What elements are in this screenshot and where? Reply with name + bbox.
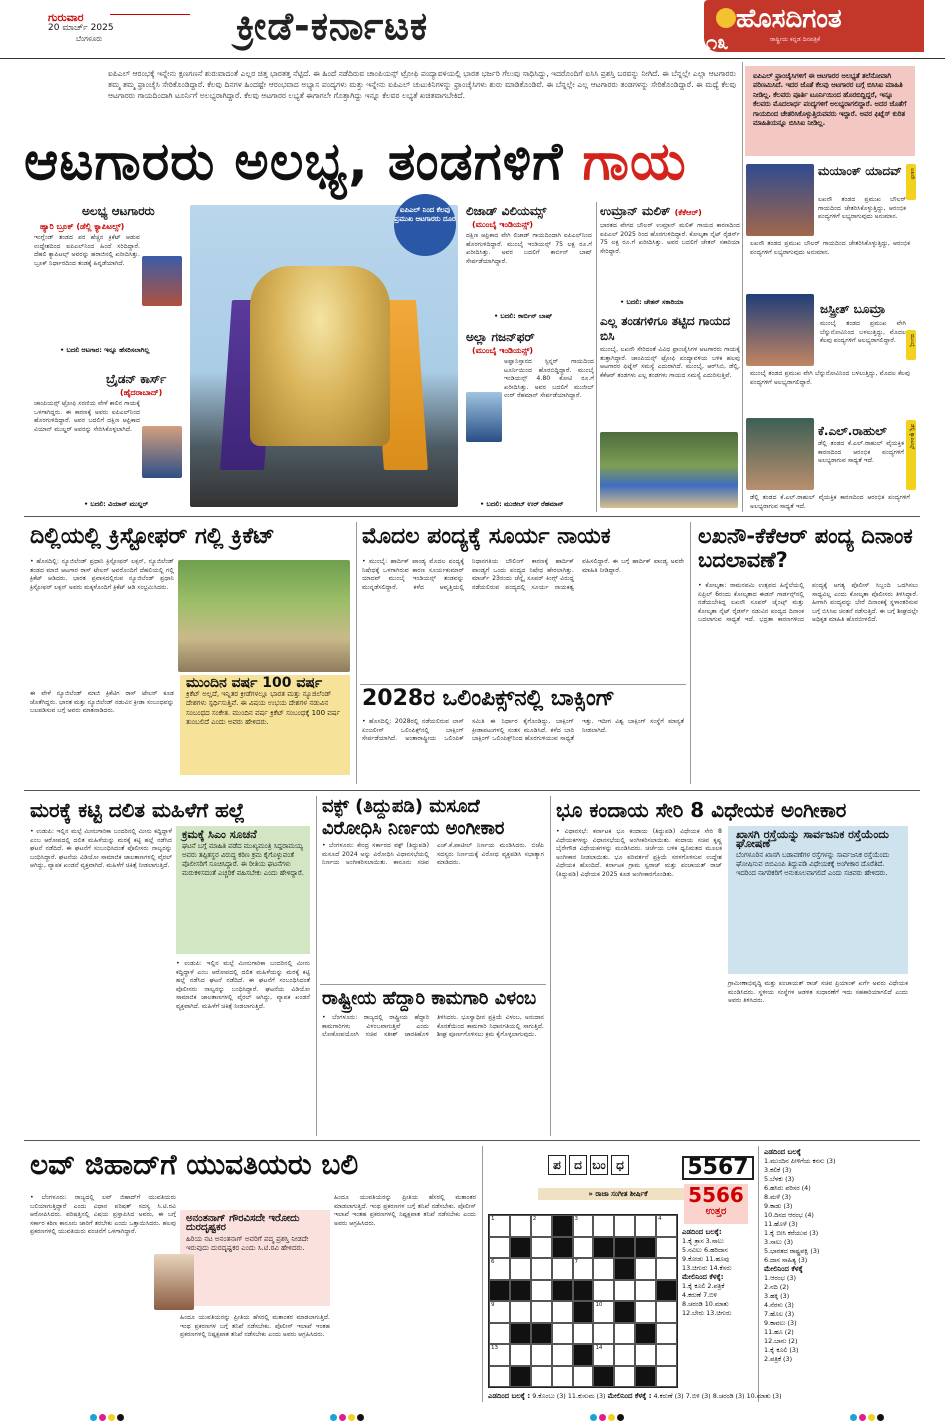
clue-line: 8.ಮಳೆ (3) (764, 1193, 791, 1201)
player-name: ಉಮ್ರಾನ್ ಮಲಿಕ್ (600, 204, 671, 218)
street-cricket-photo (178, 560, 350, 672)
crossword-block (510, 1366, 531, 1388)
clue-line: 9.ಕೊಂಬು (3) (532, 1392, 566, 1400)
section-title: ಕ್ರೀಡೆ-ಕರ್ನಾಟಕ (236, 4, 429, 48)
info-box-text: ಘಟನೆ ಬಗ್ಗೆ ಮಾಹಿತಿ ಪಡೆದ ಮುಖ್ಯಮಂತ್ರಿ ಸಿದ್ದರಾಮಯ್ಯ ಅವರು ತಪ್ಪಿತಸ್ಥರ ವಿರುದ್ಧ ಕಠಿಣ ಕ್ರಮ ಕೈಗೊಳ್ಳುವಂತೆ ಪೊಲೀಸರಿಗೆ ಸೂಚಿಸಿದ್ದಾರೆ. ಈ ರೀತಿಯ ಘಟನೆಗಳು ಮರುಕಳಿಸದಂತೆ ಎಚ್ಚರಿಕೆ ವಹಿಸಬೇಕು ಎಂದು ಹೇಳಿದ್ದಾರೆ. (182, 842, 304, 877)
player-photo (142, 256, 182, 306)
player-text: ದಕ್ಷಿಣ ಆಫ್ರಿಕಾದ ವೇಗಿ ಲಿಜಾಡ್ ಗಾಯದಿಂದಾಗಿ ಐಪಿಎಲ್‌ನಿಂದ ಹೊರಗುಳಿದಿದ್ದಾರೆ. ಮುಂಬೈ ಇಂಡಿಯನ್ಸ್ 75 ಲಕ್ಷ ರೂ.ಗೆ ಖರೀದಿಸಿತ್ತು. ಅವರ ಬದಲಿಗೆ ಕಾರ್ಬಿನ್ ಬಾಷ್ ಸೇರ್ಪಡೆಯಾಗಿದ್ದಾರೆ. (466, 232, 592, 265)
crossword-block (593, 1237, 614, 1259)
clue-line: 13.ಚಿಗುರು 14.ಕೆಸರು (682, 1264, 732, 1272)
clue-line: 1.ಕೈ ಕೂಲಿ 2.ಪತ್ರಿಕೆ (682, 1282, 725, 1290)
story-headline: 2028ರ ಒಲಿಂಪಿಕ್ಸ್‌ನಲ್ಲಿ ಬಾಕ್ಸಿಂಗ್ (362, 686, 615, 711)
print-registration-marks (590, 1406, 626, 1414)
crossword-cell[interactable] (635, 1258, 656, 1280)
player-text: ಭಾರತದ ವೇಗದ ಬೌಲರ್ ಉಮ್ರಾನ್ ಮಲಿಕ್ ಗಾಯದ ಕಾರಣದಿಂದ ಐಪಿಎಲ್ 2025 ರಿಂದ ಹೊರಗುಳಿದಿದ್ದಾರೆ. ಕೋಲ್ಕತಾ ನೈಟ್ ರೈಡರ್ಸ್ 75 ಲಕ್ಷ ರೂ.ಗೆ ಖರೀದಿಸಿತ್ತು. ಅವರ ಬದಲಿಗೆ ಚೇತನ್ ಸಕಾರಿಯಾ ಸೇರಿದ್ದಾರೆ. (600, 222, 740, 255)
crossword-cell[interactable] (489, 1366, 510, 1388)
crossword-title-letter: ಪ (548, 1155, 566, 1175)
crossword-cell[interactable] (573, 1323, 594, 1345)
crossword-cell[interactable] (614, 1323, 635, 1345)
player-text: ಚಾಂಪಿಯನ್ಸ್ ಟ್ರೋಫಿ ಸರಣಿಯ ವೇಳೆ ಕಾಲಿನ ಗಾಯಕ್ಕೆ ಒಳಗಾಗಿದ್ದರು. ಈ ಕಾರಣಕ್ಕೆ ಅವರು ಐಪಿಎಲ್‌ನಿಂದ ಹೊರಗುಳಿದಿದ್ದಾರೆ. ಅವರ ಬದಲಿಗೆ ದಕ್ಷಿಣ ಆಫ್ರಿಕಾದ ವಿಯಾನ್ ಮುಲ್ಡರ್ ಅವರನ್ನು ಸೇರಿಸಿಕೊಳ್ಳಲಾಗಿದೆ. (34, 400, 140, 433)
crossword-cell[interactable] (635, 1344, 656, 1366)
crossword-cell[interactable] (552, 1344, 573, 1366)
clue-line: 2.ನದಿ (2) (764, 1283, 789, 1291)
print-registration-marks (330, 1406, 366, 1414)
crossword-cell[interactable] (552, 1323, 573, 1345)
crossword-cell[interactable] (510, 1344, 531, 1366)
story-text: • ಬೆಂಗಳೂರು: ಕೇಂದ್ರ ಸರ್ಕಾರದ ವಕ್ಫ್ (ತಿದ್ದುಪಡಿ) ಮಸೂದೆ 2024 ಅನ್ನು ವಿರೋಧಿಸಿ ವಿಧಾನಸಭೆಯಲ್ಲಿ ನಿರ್ಣಯ ಅಂಗೀಕರಿಸಲಾಯಿತು. ಕಾನೂನು ಸಚಿವ ಎಚ್.ಕೆ.ಪಾಟೀಲ್ ನಿರ್ಣಯ ಮಂಡಿಸಿದರು. ಬಿಜೆಪಿ ಸದಸ್ಯರು ನಿರ್ಣಯಕ್ಕೆ ವಿರೋಧ ವ್ಯಕ್ತಪಡಿಸಿ ಸಭಾತ್ಯಾಗ ಮಾಡಿದರು. (322, 842, 544, 867)
player-replacement: • ಬದಲಿ: ವಿಯಾನ್ ಮುಲ್ಡರ್ (84, 500, 149, 508)
crossword-block (489, 1280, 510, 1302)
clue-line: 9.ಕಾಡು (3) (764, 1202, 793, 1210)
crossword-cell[interactable] (635, 1280, 656, 1302)
crossword-clue-summary (488, 1392, 782, 1402)
cell-number: 14 (595, 1345, 603, 1351)
player-team: (ಹೈದರಾಬಾದ್) (120, 388, 163, 397)
crossword-cell[interactable] (531, 1301, 552, 1323)
crossword-block (552, 1237, 573, 1259)
crossword-block (510, 1237, 531, 1259)
info-box (180, 1210, 330, 1306)
info-box (176, 826, 310, 954)
answer-badge (684, 1184, 748, 1224)
cell-number: 1 (491, 1216, 495, 1222)
player-team: (ಮುಂಬೈ ಇಂಡಿಯನ್ಸ್) (472, 220, 534, 229)
crossword-cell[interactable] (489, 1344, 510, 1366)
info-box-text: ಬೆಂಗಳೂರಿನ ಖಾಸಗಿ ಬಡಾವಣೆಗಳ ರಸ್ತೆಗಳನ್ನು ಸಾರ್ವಜನಿಕ ರಸ್ತೆಯೆಂದು ಘೋಷಿಸುವ ಬಿಬಿಎಂಪಿ ತಿದ್ದುಪಡಿ ವಿಧೇಯಕಕ್ಕೆ ಅಂಗೀಕಾರ ದೊರೆತಿದೆ. ಇದರಿಂದ ನಾಗರಿಕರಿಗೆ ಅನುಕೂಲವಾಗಲಿದೆ ಎಂದು ಸಚಿವರು ಹೇಳಿದರು. (736, 851, 890, 877)
story-text: • ಹೊಸದಿಲ್ಲಿ: 2028ರಲ್ಲಿ ನಡೆಯಲಿರುವ ಲಾಸ್ ಏಂಜಲೀಸ್ ಒಲಿಂಪಿಕ್ಸ್‌ನಲ್ಲಿ ಬಾಕ್ಸಿಂಗ್ ಸೇರ್ಪಡೆಯಾಗಿದೆ. ಅಂತಾರಾಷ್ಟ್ರೀಯ ಒಲಿಂಪಿಕ್ ಸಮಿತಿ ಈ ನಿರ್ಧಾರ ಕೈಗೊಂಡಿದ್ದು, ಬಾಕ್ಸಿಂಗ್ ಕ್ರೀಡಾಪಟುಗಳಲ್ಲಿ ಸಂತಸ ಮೂಡಿಸಿದೆ. ಕಳೆದ ಬಾರಿ ಬಾಕ್ಸಿಂಗ್ ಒಲಿಂಪಿಕ್ಸ್‌ನಿಂದ ಹೊರಗುಳಿಯುವ ಸಾಧ್ಯತೆ ಇತ್ತು. ಇದೀಗ ವಿಶ್ವ ಬಾಕ್ಸಿಂಗ್ ಸಂಸ್ಥೆಗೆ ಮಾನ್ಯತೆ ನೀಡಲಾಗಿದೆ. (362, 718, 684, 743)
crossword-number: 5567 (682, 1156, 754, 1180)
story-headline: ಭೂ ಕಂದಾಯ ಸೇರಿ 8 ವಿಧೇಯಕ ಅಂಗೀಕಾರ (556, 798, 847, 822)
print-registration-marks (90, 1406, 126, 1414)
story-text: • ಬೆಂಗಳೂರು: ರಾಜ್ಯದಲ್ಲಿ ಲವ್ ಜಿಹಾದ್‌ಗೆ ಯುವತಿಯರು ಬಲಿಯಾಗುತ್ತಿದ್ದಾರೆ ಎಂದು ವಿಧಾನ ಪರಿಷತ್ ಸದಸ್ಯ ಸಿ.ಟಿ.ರವಿ ಆರೋಪಿಸಿದರು. ಪರಿಷತ್ತಿನಲ್ಲಿ ವಿಷಯ ಪ್ರಸ್ತಾಪಿಸಿದ ಅವರು, ಈ ಬಗ್ಗೆ ಸರ್ಕಾರ ಕಠಿಣ ಕಾನೂನು ಜಾರಿಗೆ ತರಬೇಕು ಎಂದು ಒತ್ತಾಯಿಸಿದರು. ಹಲವು ಪ್ರಕರಣಗಳಲ್ಲಿ ಯುವತಿಯರು ವಂಚನೆಗೆ ಒಳಗಾಗಿದ್ದಾರೆ. (30, 1194, 176, 1236)
clue-line: 2.ಪತ್ರಿಕೆ (3) (764, 1355, 793, 1363)
player-team: (ಮುಂಬೈ ಇಂಡಿಯನ್ಸ್) (472, 346, 534, 355)
player-heading: ಜಸ್ಪ್ರೀತ್ ಬೂಮ್ರಾ (820, 302, 886, 316)
player-heading: ಮಯಾಂಕ್ ಯಾದವ್ (818, 164, 902, 178)
crossword-cell[interactable] (635, 1215, 656, 1237)
player-replacement: • ಬದಲಿ: ಮುಜೀಬ್ ಉರ್ ರೆಹಮಾನ್ (480, 500, 564, 508)
crossword-cell[interactable] (656, 1258, 677, 1280)
unavailable-heading: ಅಲಭ್ಯ ಆಟಗಾರರು (82, 204, 155, 218)
cell-number: 2 (532, 1216, 537, 1222)
player-text: ಇಂಗ್ಲೆಂಡ್ ತಂಡದ ಪರ ಹೆಚ್ಚಿನ ಕ್ರಿಕೆಟ್ ಆಡುವ ಉದ್ದೇಶದಿಂದ ಐಪಿಎಲ್‌ನಿಂದ ಹಿಂದೆ ಸರಿದಿದ್ದಾರೆ. ದೆಹಲಿ ಕ್ಯಾಪಿಟಲ್ಸ್ ಅವರನ್ನು ಹರಾಜಿನಲ್ಲಿ ಖರೀದಿಸಿತ್ತು. ಬ್ರೂಕ್ ನಿರ್ಧಾರದಿಂದ ತಂಡಕ್ಕೆ ಹಿನ್ನಡೆಯಾಗಿದೆ. (34, 234, 140, 267)
crossword-block (614, 1237, 635, 1259)
crossword-cell[interactable] (573, 1215, 594, 1237)
clue-heading: ಮೇಲಿನಿಂದ ಕೆಳಕ್ಕೆ (764, 1265, 803, 1273)
subsection-text: ಮುಂಬೈ, ಲಖನೌ ಸೇರಿದಂತೆ ವಿವಿಧ ಫ್ರಾಂಚೈಸಿಗಳ ಆಟಗಾರರು ಗಾಯಕ್ಕೆ ತುತ್ತಾಗಿದ್ದಾರೆ. ಚಾಂಪಿಯನ್ಸ್ ಟ್ರೋಫಿ ಪಂದ್ಯಾವಳಿಯ ಬಳಿಕ ಹಲವು ಆಟಗಾರರ ಫಿಟ್ನೆಸ್ ಸಮಸ್ಯೆ ಎದುರಾಗಿದೆ. ಮುಂಬೈ, ಆರ್‌ಸಿಬಿ, ಡೆಲ್ಲಿ, ಕೆಕೆಆರ್ ತಂಡಗಳು ಎಲ್ಲ ತಂಡಗಳು ಗಾಯದ ಸಮಸ್ಯೆ ಎದುರಿಸುತ್ತಿವೆ. (600, 346, 740, 379)
crossword-cell[interactable] (531, 1366, 552, 1388)
player-heading (600, 204, 702, 219)
story-headline: ರಾಷ್ಟ್ರೀಯ ಹೆದ್ದಾರಿ ಕಾಮಗಾರಿ ವಿಳಂಬ (322, 988, 537, 1009)
clue-line: 5.ಬೆಳಕು (3) (764, 1175, 795, 1183)
crossword-cell[interactable] (656, 1215, 677, 1237)
player-heading: ಕೆ.ಎಲ್.ರಾಹುಲ್ (818, 424, 887, 438)
crossword-cell[interactable] (635, 1301, 656, 1323)
player-photo (466, 392, 502, 442)
crossword-block (614, 1301, 635, 1323)
crossword-block (531, 1323, 552, 1345)
player-text: ಲಖನೌ ತಂಡದ ಪ್ರಮುಖ ಬೌಲರ್ ಗಾಯದಿಂದ ಚೇತರಿಸಿಕೊಳ್ಳುತ್ತಿದ್ದು, ಆರಂಭಿಕ ಪಂದ್ಯಗಳಿಗೆ ಲಭ್ಯರಾಗುವುದು ಅನುಮಾನ. (818, 196, 906, 221)
crossword-block (573, 1301, 594, 1323)
crossword-cell[interactable] (489, 1237, 510, 1259)
clue-line: 10.ಮಾತು (3) (746, 1392, 782, 1400)
player-replacement: • ಬದಲಿ ಆಟಗಾರ: ಇನ್ನೂ ಹೆಸರಿಸಲಾಗಿಲ್ಲ (60, 346, 150, 354)
subsection-heading: ಎಲ್ಲ ತಂಡಗಳಿಗೂ ತಟ್ಟಿದ ಗಾಯದ ಬಿಸಿ (600, 314, 731, 343)
crossword-cell[interactable] (510, 1301, 531, 1323)
info-box-title: ಖಾಸಗಿ ರಸ್ತೆಯನ್ನು ಸಾರ್ವಜನಿಕ ರಸ್ತೆಯೆಂದು ಘೋಷಣೆ (736, 828, 889, 850)
player-heading: ಅಲ್ಲಾ ಗಜನ್‌ಫರ್ (466, 330, 535, 344)
answer-number: 5566 (688, 1183, 744, 1207)
crossword-cell[interactable] (489, 1215, 510, 1237)
trophy-callout: ಐಪಿಎಲ್ ನಿಂದ ಕೆಲವು ಪ್ರಮುಖ ಆಟಗಾರರು ದೂರ (394, 194, 456, 256)
crossword-title-letter: ಧ (611, 1155, 629, 1175)
crossword-cell[interactable] (614, 1280, 635, 1302)
story-headline: ಲಖನೌ-ಕೆಕೆಆರ್ ಪಂದ್ಯ ದಿನಾಂಕ ಬದಲಾವಣೆ? (698, 524, 913, 572)
crossword-cell[interactable] (531, 1258, 552, 1280)
player-text: ಡೆಲ್ಲಿ ತಂಡದ ಕೆ.ಎಲ್.ರಾಹುಲ್ ವೈಯಕ್ತಿಕ ಕಾರಣದಿಂದ ಆರಂಭಿಕ ಪಂದ್ಯಗಳಿಗೆ ಅಲಭ್ಯರಾಗುವ ಸಾಧ್ಯತೆ ಇದೆ. (818, 440, 904, 465)
crossword-cell[interactable] (531, 1344, 552, 1366)
crossword-cell[interactable] (593, 1280, 614, 1302)
story-text: • ವಿಧಾನಸಭೆ: ಕರ್ನಾಟಕ ಭೂ ಕಂದಾಯ (ತಿದ್ದುಪಡಿ) ವಿಧೇಯಕ ಸೇರಿ 8 ವಿಧೇಯಕಗಳನ್ನು ವಿಧಾನಸಭೆಯಲ್ಲಿ ಅಂಗೀಕರಿಸಲಾಯಿತು. ಕಂದಾಯ ಸಚಿವ ಕೃಷ್ಣ ಬೈರೇಗೌಡ ವಿಧೇಯಕಗಳನ್ನು ಮಂಡಿಸಿದರು. ಚರ್ಚೆಯ ಬಳಿಕ ಧ್ವನಿಮತದ ಮೂಲಕ ಅಂಗೀಕಾರ ನೀಡಲಾಯಿತು. ಭೂ ಪರಿವರ್ತನೆ ಪ್ರಕ್ರಿಯೆ ಸರಳಗೊಳಿಸುವ ಉದ್ದೇಶ ವಿಧೇಯಕ ಹೊಂದಿದೆ. ಕರ್ನಾಟಕ ಗ್ರಾಮ ಸ್ವರಾಜ್ ಮತ್ತು ಪಂಚಾಯತ್ ರಾಜ್ (ತಿದ್ದುಪಡಿ) ವಿಧೇಯಕ 2025 ಕೂಡ ಅಂಗೀಕಾರಗೊಂಡಿತು. (556, 828, 722, 878)
player-photo (746, 418, 814, 490)
crossword-block (510, 1323, 531, 1345)
player-replacement: • ಬದಲಿ: ಕಾರ್ಬಿನ್ ಬಾಷ್ (494, 312, 553, 320)
player-heading: ಬ್ರೈಡನ್ ಕಾರ್ಸ್ (106, 372, 167, 386)
crossword-cell[interactable] (510, 1215, 531, 1237)
crossword-cell[interactable] (656, 1301, 677, 1323)
city-name: ಬೆಂಗಳೂರು (76, 35, 103, 43)
crossword-cell[interactable] (593, 1344, 614, 1366)
clue-line: 6.ದಾಸ ಸಾಹಿತ್ಯ (3) (764, 1256, 808, 1264)
player-text: ಡೆಲ್ಲಿ ತಂಡದ ಕೆ.ಎಲ್.ರಾಹುಲ್ ವೈಯಕ್ತಿಕ ಕಾರಣದಿಂದ ಆರಂಭಿಕ ಪಂದ್ಯಗಳಿಗೆ ಅಲಭ್ಯರಾಗುವ ಸಾಧ್ಯತೆ ಇದೆ. (750, 494, 910, 510)
crossword-block (635, 1366, 656, 1388)
crossword-cell[interactable] (573, 1237, 594, 1259)
crossword-cell[interactable] (489, 1301, 510, 1323)
player-team: (ಕೆಕೆಆರ್) (674, 208, 702, 217)
crossword-theme: » ರಾಜಾ ಸಂಗೀತ ಶೀರ್ಷಿಕೆ (538, 1188, 698, 1200)
crossword-cell[interactable] (573, 1366, 594, 1388)
clue-line: 1.ಕೈ ತ್ರಾಸ 3.ಸಾಲು (682, 1237, 724, 1245)
story-headline: ಲವ್ ಜಿಹಾದ್‌ಗೆ ಯುವತಿಯರು ಬಲಿ (30, 1148, 359, 1181)
crossword-cell[interactable] (656, 1237, 677, 1259)
clue-line: 3.ಕಲಿಕೆ (3) (764, 1166, 792, 1174)
story-text: ಹಿಂದೂ ಯುವತಿಯರನ್ನು ಪ್ರೀತಿಯ ಹೆಸರಲ್ಲಿ ಮತಾಂತರ ಮಾಡಲಾಗುತ್ತಿದೆ. ಇಂಥ ಪ್ರಕರಣಗಳ ಬಗ್ಗೆ ತನಿಖೆ ನಡೆಸಬೇಕು. ಪೊಲೀಸ್ ಇಲಾಖೆ ಇಂತಹ ಪ್ರಕರಣಗಳಲ್ಲಿ ನಿಷ್ಪಕ್ಷಪಾತ ತನಿಖೆ ನಡೆಸಬೇಕು ಎಂದು ಅವರು ಆಗ್ರಹಿಸಿದರು. (334, 1194, 476, 1227)
story-headline: ವಕ್ಫ್ (ತಿದ್ದುಪಡಿ) ಮಸೂದೆ ವಿರೋಧಿಸಿ ನಿರ್ಣಯ ಅಂಗೀಕಾರ (322, 796, 505, 839)
clue-line: 12.ಬಾನು (2) (764, 1337, 798, 1345)
crossword-cell[interactable] (614, 1366, 635, 1388)
clue-line: 1.ಕೈ ಕೂಲಿ (3) (764, 1346, 799, 1354)
crossword-block (593, 1366, 614, 1388)
crossword-cell[interactable] (489, 1323, 510, 1345)
info-box-text: ಹಿರಿಯ ನಟ ಅನಂತನಾಗ್ ಅವರಿಗೆ ಪದ್ಮ ಪ್ರಶಸ್ತಿ ನೀಡದೇ ಇರುವುದು ದುರದೃಷ್ಟಕರ ಎಂದು ಸಿ.ಟಿ.ರವಿ ಹೇಳಿದರು. (186, 1235, 309, 1252)
crossword-block (635, 1323, 656, 1345)
clue-heading: ಮೇಲಿನಿಂದ ಕೆಳಕ್ಕೆ : (607, 1392, 652, 1400)
cell-number: 4 (658, 1216, 662, 1222)
crossword-block (614, 1258, 635, 1280)
trophy-cup (250, 266, 390, 446)
clue-line: 7.ಬಿಳಿ (3) (685, 1392, 711, 1400)
lead-side-note: ಐಪಿಎಲ್ ಫ್ರಾಂಚೈಸಿಗಳಿಗೆ ಈ ಆಟಗಾರರ ಅಲಭ್ಯತೆ ತಲೆನೋವಾಗಿ ಪರಿಣಮಿಸಿದೆ. ಇದರ ಜೊತೆ ಕೆಲವು ಆಟಗಾರರ ಬಗ್ಗೆ ಬಿಸಿಸಿಐ ಮಾಹಿತಿ ನೀಡಿಲ್ಲ. ಕೆಲವರು ಪೂರ್ತಿ ಟೂರ್ನಿಯಿಂದ ಹೊರಬಿದ್ದಿದ್ದರೆ, ಇನ್ನೂ ಕೆಲವರು ಮೊದಲಾರ್ಧ ಪಂದ್ಯಗಳಿಗೆ ಅಲಭ್ಯರಾಗಲಿದ್ದಾರೆ. ಅದರ ಜೊತೆಗೆ ಗಾಯದಿಂದ ಚೇತರಿಸಿಕೊಳ್ಳುತ್ತಿರುವವರು ಇದ್ದಾರೆ. ಅವರ ಫಿಟ್ನೆಸ್ ಕುರಿತ ಮಾಹಿತಿಯನ್ನೂ ಬಿಸಿಸಿಐ ನೀಡಿಲ್ಲ. (745, 66, 915, 156)
crossword-clues (764, 1148, 916, 1400)
story-text: • ಕೋಲ್ಕತಾ: ರಾಮನವಮಿ ಉತ್ಸವದ ಹಿನ್ನೆಲೆಯಲ್ಲಿ ಏಪ್ರಿಲ್ 6ರಂದು ಕೋಲ್ಕತಾದ ಈಡನ್ ಗಾರ್ಡನ್ಸ್‌ನಲ್ಲಿ ನಡೆಯಬೇಕಿದ್ದ ಲಖನೌ ಸೂಪರ್ ಜೈಂಟ್ಸ್ ಮತ್ತು ಕೋಲ್ಕತಾ ನೈಟ್ ರೈಡರ್ಸ್ ನಡುವಿನ ಪಂದ್ಯದ ದಿನಾಂಕ ಬದಲಾಗುವ ಸಾಧ್ಯತೆ ಇದೆ. ಭದ್ರತಾ ಕಾರಣಗಳಿಂದ ಪಂದ್ಯಕ್ಕೆ ಅಗತ್ಯ ಪೊಲೀಸ್ ಸಿಬ್ಬಂದಿ ಒದಗಿಸಲು ಸಾಧ್ಯವಿಲ್ಲ ಎಂದು ಕೋಲ್ಕತಾ ಪೊಲೀಸರು ತಿಳಿಸಿದ್ದಾರೆ. ಹೀಗಾಗಿ ಪಂದ್ಯವನ್ನು ಬೇರೆ ದಿನಾಂಕಕ್ಕೆ ಸ್ಥಳಾಂತರಿಸುವ ಬಗ್ಗೆ ಬಿಸಿಸಿಐ ಚಿಂತನೆ ನಡೆಸುತ್ತಿದೆ. ಈ ಬಗ್ಗೆ ಶೀಘ್ರದಲ್ಲೇ ಅಧಿಕೃತ ಮಾಹಿತಿ ಹೊರಬೀಳಲಿದೆ. (698, 582, 918, 624)
clue-line: 6.ಹಸಿರು ಪರಿಸರ (4) (764, 1184, 811, 1192)
player-photo (746, 294, 814, 366)
crossword-cell[interactable] (656, 1323, 677, 1345)
player-text: ಅಫ್ಘಾನಿಸ್ತಾನದ ಸ್ಪಿನ್ನರ್ ಗಾಯದಿಂದ ಟೂರ್ನಿಯಿಂದ ಹೊರಬಿದ್ದಿದ್ದಾರೆ. ಮುಂಬೈ ಇಂಡಿಯನ್ಸ್ 4.80 ಕೋಟಿ ರೂ.ಗೆ ಖರೀದಿಸಿತ್ತು. ಅವರ ಬದಲಿಗೆ ಮುಜೀಬ್ ಉರ್ ರೆಹಮಾನ್ ಸೇರ್ಪಡೆಯಾಗಿದ್ದಾರೆ. (504, 358, 594, 400)
person-photo (154, 1254, 194, 1310)
headline-highlight: ಗಾಯ (582, 132, 687, 192)
player-replacement: • ಬದಲಿ: ಚೇತನ್ ಸಕಾರಿಯಾ (620, 298, 684, 306)
clue-line: 1.ಆರಂಭ (3) (764, 1274, 796, 1282)
clue-line: 10.ದಿನದ ಆರಂಭ (4) (764, 1211, 814, 1219)
cell-number: 6 (491, 1259, 495, 1265)
story-text: • ಮುಂಬೈ: ಹಾರ್ದಿಕ್ ಪಾಂಡ್ಯ ಮೊದಲ ಪಂದ್ಯಕ್ಕೆ ನಿಷೇಧಕ್ಕೆ ಒಳಗಾಗಿರುವ ಕಾರಣ ಸೂರ್ಯಕುಮಾರ್ ಯಾದವ್ ಮುಂಬೈ ಇಂಡಿಯನ್ಸ್ ತಂಡವನ್ನು ಮುನ್ನಡೆಸಲಿದ್ದಾರೆ. ಕಳೆದ ಆವೃತ್ತಿಯಲ್ಲಿ ನಿಧಾನಗತಿಯ ಬೌಲಿಂಗ್ ಕಾರಣಕ್ಕೆ ಹಾರ್ದಿಕ್ ಪಾಂಡ್ಯಗೆ ಒಂದು ಪಂದ್ಯದ ನಿಷೇಧ ಹೇರಲಾಗಿತ್ತು. ಮಾರ್ಚ್ 23ರಂದು ಚೆನ್ನೈ ಸೂಪರ್ ಕಿಂಗ್ಸ್ ವಿರುದ್ಧ ನಡೆಯಲಿರುವ ಪಂದ್ಯದಲ್ಲಿ ಸೂರ್ಯ ನಾಯಕತ್ವ ವಹಿಸಲಿದ್ದಾರೆ. ಈ ಬಗ್ಗೆ ಹಾರ್ದಿಕ್ ಪಾಂಡ್ಯ ಅವರೇ ಮಾಹಿತಿ ನೀಡಿದ್ದಾರೆ. (362, 558, 684, 591)
crossword-title (548, 1154, 688, 1182)
player-heading: ಲಿಜಾಡ್ ವಿಲಿಯಮ್ಸ್ (466, 204, 547, 218)
story-text: • ಬೆಂಗಳೂರು: ರಾಜ್ಯದಲ್ಲಿ ರಾಷ್ಟ್ರೀಯ ಹೆದ್ದಾರಿ ಕಾಮಗಾರಿಗಳು ವಿಳಂಬವಾಗುತ್ತಿವೆ ಎಂದು ಲೋಕೋಪಯೋಗಿ ಸಚಿವ ಸತೀಶ್ ಜಾರಕಿಹೊಳಿ ತಿಳಿಸಿದರು. ಭೂಸ್ವಾಧೀನ ಪ್ರಕ್ರಿಯೆ ವಿಳಂಬ, ಅನುದಾನ ಕೊರತೆಯಿಂದ ಕಾಮಗಾರಿ ನಿಧಾನಗತಿಯಲ್ಲಿ ಸಾಗುತ್ತಿದೆ. ಶೀಘ್ರ ಪೂರ್ಣಗೊಳಿಸಲು ಕ್ರಮ ಕೈಗೊಳ್ಳಲಾಗುವುದು. (322, 1014, 544, 1039)
date-text: 20 ಮಾರ್ಚ್ 2025 (48, 23, 114, 33)
player-photo (142, 426, 182, 478)
crossword-title-letter: ದ (569, 1155, 587, 1175)
clue-heading: ಮೇಲಿನಿಂದ ಕೆಳಕ್ಕೆ: (682, 1273, 724, 1281)
story-text: • ಹೊಸದಿಲ್ಲಿ: ನ್ಯೂಜಿಲೆಂಡ್ ಪ್ರಧಾನಿ ಕ್ರಿಸ್ಟೋಫರ್ ಲಕ್ಸನ್, ನ್ಯೂಜಿಲೆಂಡ್ ತಂಡದ ಮಾಜಿ ಆಟಗಾರ ರಾಸ್ ಟೇಲರ್ ಅವರೊಂದಿಗೆ ದೆಹಲಿಯಲ್ಲಿ ಗಲ್ಲಿ ಕ್ರಿಕೆಟ್ ಆಡಿದರು. ಭಾರತ ಪ್ರವಾಸದಲ್ಲಿರುವ ನ್ಯೂಜಿಲೆಂಡ್ ಪ್ರಧಾನಿ ಕ್ರಿಸ್ಟೋಫರ್ ಲಕ್ಸನ್ ಅವರು ಮಕ್ಕಳೊಂದಿಗೆ ಕ್ರಿಕೆಟ್ ಆಡಿ ಸಂಭ್ರಮಿಸಿದರು. (30, 558, 174, 591)
crossword-cell[interactable] (614, 1215, 635, 1237)
story-text: ಗ್ರಾಮೀಣಾಭಿವೃದ್ಧಿ ಮತ್ತು ಪಂಚಾಯತ್ ರಾಜ್ ಸಚಿವ ಪ್ರಿಯಾಂಕ್ ಖರ್ಗೆ ಅವರು ವಿಧೇಯಕ ಮಂಡಿಸಿದರು. ಸ್ಥಳೀಯ ಸಂಸ್ಥೆಗಳ ಆಡಳಿತ ಸುಧಾರಣೆಗೆ ಇದು ಸಹಕಾರಿಯಾಗಲಿದೆ ಎಂದು ಅವರು ತಿಳಿಸಿದರು. (728, 980, 908, 1005)
story-headline: ಮರಕ್ಕೆ ಕಟ್ಟಿ ದಲಿತ ಮಹಿಳೆಗೆ ಹಲ್ಲೆ (30, 798, 245, 822)
answer-clues (682, 1228, 752, 1400)
crossword-cell[interactable] (531, 1280, 552, 1302)
player-text: ಲಖನೌ ತಂಡದ ಪ್ರಮುಖ ಬೌಲರ್ ಗಾಯದಿಂದ ಚೇತರಿಸಿಕೊಳ್ಳುತ್ತಿದ್ದು, ಆರಂಭಿಕ ಪಂದ್ಯಗಳಿಗೆ ಲಭ್ಯರಾಗುವುದು ಅನುಮಾನ. (750, 240, 910, 256)
crossword-cell[interactable] (656, 1344, 677, 1366)
lamp-icon (716, 8, 736, 28)
crossword-block (510, 1280, 531, 1302)
crossword-cell[interactable] (573, 1258, 594, 1280)
crossword-cell[interactable] (489, 1258, 510, 1280)
story-headline: ದಿಲ್ಲಿಯಲ್ಲಿ ಕ್ರಿಸ್ಟೋಫರ್ ಗಲ್ಲಿ ಕ್ರಿಕೆಟ್ (30, 524, 275, 549)
clue-line: 4.ನೆರಳು (3) (764, 1301, 794, 1309)
crossword-cell[interactable] (593, 1323, 614, 1345)
crossword-block (656, 1280, 677, 1302)
crossword-block (635, 1237, 656, 1259)
crossword-grid[interactable] (488, 1214, 678, 1388)
info-box-title: ಕ್ರಮಕ್ಕೆ ಸಿಎಂ ಸೂಚನೆ (182, 828, 257, 841)
answer-label: ಉತ್ತರ (705, 1206, 727, 1217)
story-text: ಹಿಂದೂ ಯುವತಿಯರನ್ನು ಪ್ರೀತಿಯ ಹೆಸರಲ್ಲಿ ಮತಾಂತರ ಮಾಡಲಾಗುತ್ತಿದೆ. ಇಂಥ ಪ್ರಕರಣಗಳ ಬಗ್ಗೆ ತನಿಖೆ ನಡೆಸಬೇಕು. ಪೊಲೀಸ್ ಇಲಾಖೆ ಇಂತಹ ಪ್ರಕರಣಗಳಲ್ಲಿ ನಿಷ್ಪಕ್ಷಪಾತ ತನಿಖೆ ನಡೆಸಬೇಕು ಎಂದು ಅವರು ಆಗ್ರಹಿಸಿದರು. (180, 1314, 330, 1339)
crossword-cell[interactable] (656, 1366, 677, 1388)
crossword-block (573, 1280, 594, 1302)
clue-line: 1.ಮುಂದಿನ ಪೀಳಿಗೆಯ ಕನಸು (3) (764, 1157, 836, 1165)
print-registration-marks (850, 1406, 886, 1414)
info-box-text: ಕ್ರಿಕೆಟ್ ಅಲ್ಲದೆ, ಇನ್ನಿತರ ಕ್ರೀಡೆಗಳಲ್ಲೂ ಭಾರತ ಮತ್ತು ನ್ಯೂಜಿಲೆಂಡ್ ದೇಶಗಳು ಸ್ಪರ್ಧಿಸುತ್ತಿವೆ. ಈ ವಿಷಯ ಉಭಯ ದೇಶಗಳ ನಡುವಿನ ಸಂಬಂಧದ ಸಂಕೇತ. ಮುಂದಿನ ವರ್ಷ ಕ್ರಿಕೆಟ್ ಸಂಬಂಧಕ್ಕೆ 100 ವರ್ಷ ತುಂಬಲಿದೆ ಎಂದು ಅವರು ಹೇಳಿದರು. (186, 690, 341, 726)
clue-line: 11.ಹೊಳೆ (3) (764, 1220, 798, 1228)
crossword-title-letter: ಬಂ (590, 1155, 608, 1175)
crossword-block (552, 1280, 573, 1302)
crossword-cell[interactable] (552, 1366, 573, 1388)
team-tab-label: ಡೆಲ್ಲಿ ಕ್ಯಾಪಿಟಲ್ಸ್ (909, 424, 915, 450)
story-text: • ಉಡುಪಿ: ಇಲ್ಲಿನ ಮಲ್ಪೆ ಮೀನುಗಾರಿಕಾ ಬಂದರಿನಲ್ಲಿ ಮೀನು ಕದ್ದಿದ್ದಾಳೆ ಎಂಬ ಆರೋಪದಲ್ಲಿ ದಲಿತ ಮಹಿಳೆಯನ್ನು ಮರಕ್ಕೆ ಕಟ್ಟಿ ಹಲ್ಲೆ ನಡೆಸಿದ ಘಟನೆ ನಡೆದಿದೆ. ಈ ಘಟನೆಗೆ ಸಂಬಂಧಿಸಿದಂತೆ ಪೊಲೀಸರು ನಾಲ್ವರನ್ನು ಬಂಧಿಸಿದ್ದಾರೆ. ಘಟನೆಯ ವಿಡಿಯೋ ಸಾಮಾಜಿಕ ಜಾಲತಾಣಗಳಲ್ಲಿ ವೈರಲ್ ಆಗಿದ್ದು, ವ್ಯಾಪಕ ಖಂಡನೆ ವ್ಯಕ್ತವಾಗಿದೆ. ಮಹಿಳೆಗೆ ಚಿಕಿತ್ಸೆ ನೀಡಲಾಗುತ್ತಿದೆ. (176, 960, 310, 1010)
info-box (180, 675, 350, 775)
player-photo (746, 164, 814, 236)
clue-line: 8.ಚರಂಡಿ (3) (712, 1392, 745, 1400)
crossword-block (573, 1344, 594, 1366)
cell-number: 10 (595, 1302, 603, 1308)
paper-tagline: ರಾಷ್ಟ್ರೀಯ ಕನ್ನಡ ದಿನಪತ್ರಿಕೆ (770, 36, 821, 43)
clue-line: 8.ಚರಂಡಿ 10.ಮಾತು (682, 1300, 729, 1308)
team-tab-label: ಮುಂಬೈ (909, 334, 915, 348)
clue-line: 3.ಹಕ್ಕಿ (3) (764, 1292, 790, 1300)
cell-number: 3 (574, 1216, 579, 1222)
clue-line: 3.ಸಾಲು (3) (764, 1238, 794, 1246)
crossword-cell[interactable] (552, 1258, 573, 1280)
crossword-cell[interactable] (593, 1258, 614, 1280)
clue-heading: ಎಡದಿಂದ ಬಲಕ್ಕೆ (764, 1148, 801, 1156)
cell-number: 13 (491, 1345, 498, 1351)
match-photo (600, 432, 738, 508)
clue-line: 11.ಹೂ (2) (764, 1328, 794, 1336)
crossword-cell[interactable] (552, 1301, 573, 1323)
lead-intro: ಐಪಿಎಲ್ ಆರಂಭಕ್ಕೆ ಇನ್ನೇನು ಕ್ಷಣಗಣನೆ ಶುರುವಾದಂತೆ ಎಲ್ಲರ ಚಿತ್ತ ಭಾರತತ್ತ ನೆಟ್ಟಿದೆ. ಈ ಹಿಂದೆ ನಡೆದಿರುವ ಚಾಂಪಿಯನ್ಸ್ ಟ್ರೋಫಿ ಪಂದ್ಯಾವಳಿಯಲ್ಲಿ ಭಾರತ ಭರ್ಜರಿ ಗೆಲುವು ಸಾಧಿಸಿದ್ದು, ಇದರೊಂದಿಗೆ ಐಸಿಸಿ ಪ್ರಶಸ್ತಿ ಬರವನ್ನು ನೀಗಿದೆ. ಈ ಬೆನ್ನಲ್ಲೇ ಎಲ್ಲಾ ಆಟಗಾರರು ತಮ್ಮ ತಮ್ಮ ಫ್ರಾಂಚೈಸಿ ಸೇರಿಕೊಂಡಿದ್ದಾರೆ. ಕೆಲವು ದಿನಗಳ ಹಿಂದಷ್ಟೇ ಆರಂಭವಾದ ಅಭ್ಯಾಸ ಪಂದ್ಯಗಳು ಮತ್ತು ಇನ್ನೇನು ಐಪಿಎಲ್ ಚುಟುಕಿನಿಗಳನ್ನು ಫ್ರಾಂಚೈಸಿಗಳು ಶುರು ಮಾಡಿಕೊಂಡಿವೆ. ಈ ಬೆನ್ನಲ್ಲೇ ಎಲ್ಲ ಆಟಗಾರರು ತಂಡಗಳನ್ನು ಸೇರಿಕೊಂಡಿದ್ದಾರೆ. ಈ ಮಧ್ಯೆ ಕೆಲವು ಆಟಗಾರರು ಗಾಯದಿಂದಾಗಿ ಟೂರ್ನಿಗೆ ಅಲಭ್ಯರಾಗಿದ್ದಾರೆ. ಕೆಲವು ಆಟಗಾರರ ಲಭ್ಯತೆ ಈಗಾಗಲೇ ಗೊತ್ತಾಗಿದ್ದು ಇನ್ನೂ ಕೆಲವರ ಲಭ್ಯತೆ ಖಚಿತವಾಗಬೇಕಿದೆ. (108, 69, 736, 100)
main-headline (24, 132, 744, 193)
story-headline: ಮೊದಲ ಪಂದ್ಯಕ್ಕೆ ಸೂರ್ಯ ನಾಯಕ (362, 524, 611, 549)
headline-main-text: ಆಟಗಾರರು ಅಲಭ್ಯ, ತಂಡಗಳಿಗೆ (24, 132, 583, 192)
clue-line: 12.ಬೇರು 13.ಚಿಗುರು (682, 1309, 732, 1317)
crossword-cell[interactable] (531, 1237, 552, 1259)
clue-line: 9.ಕಾವಲು (3) (764, 1319, 797, 1327)
clue-line: 9.ಕೋಡು 11.ಹೂವು (682, 1255, 730, 1263)
crossword-cell[interactable] (593, 1301, 614, 1323)
clue-line: 11.ಕುಸುಮ (3) (567, 1392, 606, 1400)
masthead-date (48, 12, 198, 48)
story-text: ಈ ವೇಳೆ ನ್ಯೂಜಿಲೆಂಡ್ ಮಾಜಿ ಕ್ರಿಕೆಟಿಗ ರಾಸ್ ಟೇಲರ್ ಕೂಡ ಜೊತೆಗಿದ್ದರು. ಭಾರತ ಮತ್ತು ನ್ಯೂಜಿಲೆಂಡ್ ನಡುವಿನ ಕ್ರೀಡಾ ಸಂಬಂಧವನ್ನು ಬಲಪಡಿಸುವ ಬಗ್ಗೆ ಅವರು ಮಾತನಾಡಿದರು. (30, 690, 174, 715)
team-tab-label: ಲಖನೌ (909, 168, 915, 180)
player-name: ಹ್ಯಾರಿ ಬ್ರೂಕ್ (ಡೆಲ್ಲಿ ಕ್ಯಾಪಿಟಲ್ಸ್) (40, 222, 125, 231)
crossword-cell[interactable] (510, 1258, 531, 1280)
info-box-title: ಮುಂದಿನ ವರ್ಷ 100 ವರ್ಷ (186, 675, 323, 691)
weekday: ಗುರುವಾರ (48, 11, 84, 24)
clue-heading: ಎಡದಿಂದ ಬಲಕ್ಕೆ : (488, 1392, 531, 1400)
clue-line: 5.ಭಾರತದ ರಾಷ್ಟ್ರಪಕ್ಷಿ (3) (764, 1247, 820, 1255)
cell-number: 7 (574, 1259, 579, 1265)
info-box (728, 826, 908, 974)
player-text: ಮುಂಬೈ ತಂಡದ ಪ್ರಮುಖ ವೇಗಿ ಬೆನ್ನುನೋವಿನಿಂದ ಬಳಲುತ್ತಿದ್ದು, ಮೊದಲ ಕೆಲವು ಪಂದ್ಯಗಳಿಗೆ ಅಲಭ್ಯರಾಗಲಿದ್ದಾರೆ. (820, 320, 906, 345)
crossword-block (552, 1215, 573, 1237)
story-text: • ಉಡುಪಿ: ಇಲ್ಲಿನ ಮಲ್ಪೆ ಮೀನುಗಾರಿಕಾ ಬಂದರಿನಲ್ಲಿ ಮೀನು ಕದ್ದಿದ್ದಾಳೆ ಎಂಬ ಆರೋಪದಲ್ಲಿ ದಲಿತ ಮಹಿಳೆಯನ್ನು ಮರಕ್ಕೆ ಕಟ್ಟಿ ಹಲ್ಲೆ ನಡೆಸಿದ ಘಟನೆ ನಡೆದಿದೆ. ಈ ಘಟನೆಗೆ ಸಂಬಂಧಿಸಿದಂತೆ ಪೊಲೀಸರು ನಾಲ್ವರನ್ನು ಬಂಧಿಸಿದ್ದಾರೆ. ಘಟನೆಯ ವಿಡಿಯೋ ಸಾಮಾಜಿಕ ಜಾಲತಾಣಗಳಲ್ಲಿ ವೈರಲ್ ಆಗಿದ್ದು, ವ್ಯಾಪಕ ಖಂಡನೆ ವ್ಯಕ್ತವಾಗಿದೆ. ಮಹಿಳೆಗೆ ಚಿಕಿತ್ಸೆ ನೀಡಲಾಗುತ್ತಿದೆ. (30, 828, 172, 870)
clue-line: 5.ನವಿಲು 6.ಹರಿದಾಸ (682, 1246, 728, 1254)
crossword-cell[interactable] (614, 1344, 635, 1366)
page-number: ೧೩ (706, 30, 729, 54)
crossword-cell[interactable] (593, 1215, 614, 1237)
clue-line: 1.ಕೈ ಬೀಸಿ ಕರೆಯುವ (3) (764, 1229, 819, 1237)
crossword-cell[interactable] (531, 1215, 552, 1237)
player-text: ಮುಂಬೈ ತಂಡದ ಪ್ರಮುಖ ವೇಗಿ ಬೆನ್ನುನೋವಿನಿಂದ ಬಳಲುತ್ತಿದ್ದು, ಮೊದಲ ಕೆಲವು ಪಂದ್ಯಗಳಿಗೆ ಅಲಭ್ಯರಾಗಲಿದ್ದಾರೆ. (750, 370, 910, 386)
clue-line: 7.ಹೊಲ (3) (764, 1310, 795, 1318)
clue-line: 4.ಕರುಣೆ 7.ಬಿಳಿ (682, 1291, 717, 1299)
clue-line: 4.ಕರುಣೆ (3) (653, 1392, 684, 1400)
info-box-title: ಅನಂತನಾಗ್‌ ಗೌರವಿಸದೇ ಇರೋದು ದುರದೃಷ್ಟಕರ (186, 1213, 300, 1233)
paper-name: ಹೊಸದಿಗಂತ (736, 4, 842, 34)
clue-heading: ಎಡದಿಂದ ಬಲಕ್ಕೆ: (682, 1228, 722, 1236)
cell-number: 9 (491, 1302, 495, 1308)
